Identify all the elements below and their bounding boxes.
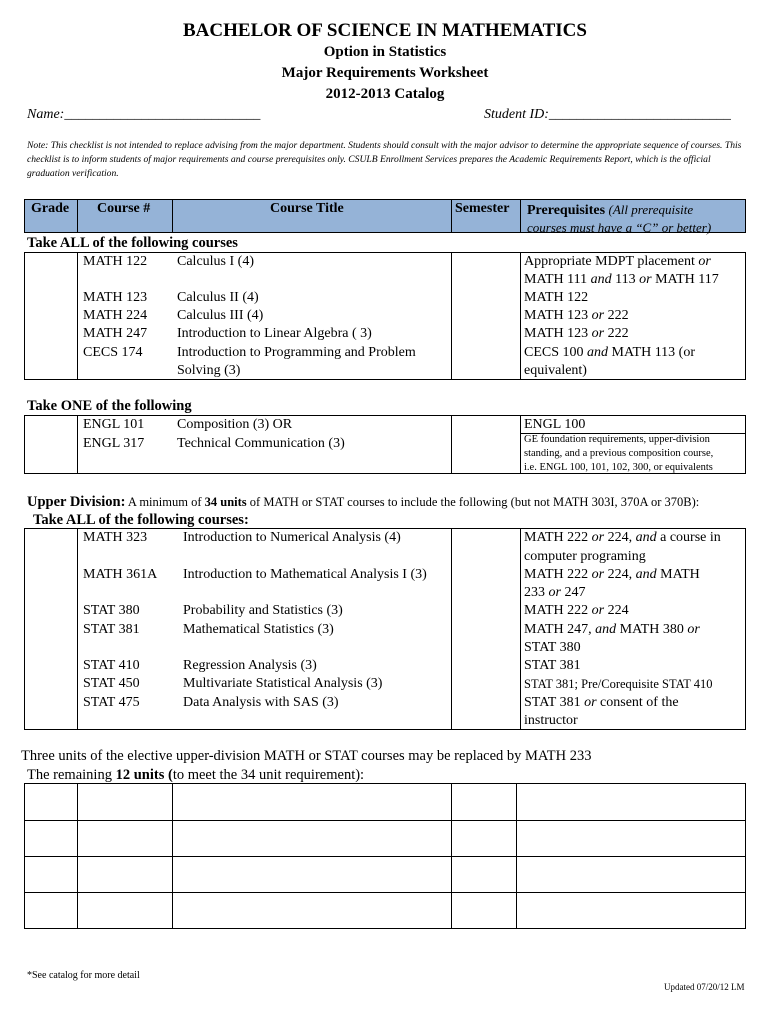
course-prerequisite: 233 or 247 [524,585,586,600]
engl-prerequisite-note: GE foundation requirements, upper-division standing, and a previous composition course, i.e. ENGL 100, 101, 102, 300, or equivalents [524,434,714,473]
course-prerequisite: STAT 380 [524,640,581,655]
section3-heading: Take ALL of the following courses: [33,512,249,528]
page-title: BACHELOR OF SCIENCE IN MATHEMATICS [183,20,587,41]
course-title: Multivariate Statistical Analysis (3) [183,676,383,691]
course-prerequisite: equivalent) [524,363,587,378]
course-title: Calculus I (4) [177,254,254,269]
course-number: MATH 122 [83,254,148,269]
course-number: MATH 123 [83,290,148,305]
course-title: Mathematical Statistics (3) [183,622,334,637]
course-title: Technical Communication (3) [177,436,345,451]
course-title: Introduction to Mathematical Analysis I (3) [183,567,427,582]
course-prerequisite: STAT 381 [524,658,581,673]
header-course-title: Course Title [270,201,344,216]
course-prerequisite: MATH 222 or 224 [524,603,629,618]
advising-note: Note: This checklist is not intended to replace advising from the major department. Students should consult with the major advisor to determine the appropriate sequence of courses. This checklist is to inform students of major requirements and course prerequisites only. CSULB Enrollment Services prepares the Academic Requirements Report, which is the official graduation verification. [27,140,742,179]
course-title: Solving (3) [177,363,241,378]
course-title: Regression Analysis (3) [183,658,317,673]
remaining-units-note: The remaining 12 units (to meet the 34 unit requirement): [27,767,365,783]
course-number: MATH 323 [83,530,148,545]
course-number: CECS 174 [83,345,143,360]
course-prerequisite: MATH 222 or 224, and MATH [524,567,700,582]
course-prerequisite: MATH 122 [524,290,589,305]
course-prerequisite: instructor [524,713,578,728]
student-id-field[interactable]: Student ID:__________________________ [484,107,731,122]
course-prerequisite: Appropriate MDPT placement or [524,254,711,269]
elective-note: Three units of the elective upper-division MATH or STAT courses may be replaced by MATH 233 [21,748,592,764]
worksheet-subtitle: Major Requirements Worksheet [281,65,489,81]
catalog-subtitle: 2012-2013 Catalog [325,86,445,102]
course-title: Calculus III (4) [177,308,264,323]
course-title: Introduction to Programming and Problem [177,345,416,360]
updated-note: Updated 07/20/12 LM [664,982,745,992]
elective-table[interactable] [24,783,746,929]
section1-heading: Take ALL of the following courses [27,235,238,251]
course-prerequisite: MATH 123 or 222 [524,308,629,323]
course-title: Calculus II (4) [177,290,259,305]
header-course-number: Course # [97,201,151,216]
course-number: STAT 381 [83,622,140,637]
course-title: Probability and Statistics (3) [183,603,343,618]
course-prerequisite: MATH 123 or 222 [524,326,629,341]
course-number: ENGL 101 [83,417,145,432]
course-number: STAT 410 [83,658,140,673]
course-prerequisite: MATH 111 and 113 or MATH 117 [524,272,719,287]
course-number: STAT 475 [83,695,140,710]
course-title: Introduction to Numerical Analysis (4) [183,530,401,545]
course-prerequisite: MATH 247, and MATH 380 or [524,622,700,637]
course-prerequisite: MATH 222 or 224, and a course in [524,530,721,545]
upper-division-note: Upper Division: A minimum of 34 units of MATH or STAT courses to include the following (but not MATH 303I, 370A or 370B): [27,494,700,510]
option-subtitle: Option in Statistics [323,44,447,60]
name-field[interactable]: Name:____________________________ [27,107,261,122]
header-prerequisites: Prerequisites (All prerequisite courses must have a “C” or better) [527,202,712,235]
course-number: MATH 247 [83,326,148,341]
section2-heading: Take ONE of the following [27,398,192,414]
course-prerequisite: computer programing [524,549,646,564]
course-title: Introduction to Linear Algebra ( 3) [177,326,372,341]
course-number: MATH 224 [83,308,148,323]
course-number: STAT 380 [83,603,140,618]
course-title: Composition (3) OR [177,417,293,432]
header-semester: Semester [455,201,510,216]
course-prerequisite: ENGL 100 [524,417,586,432]
course-title: Data Analysis with SAS (3) [183,695,339,710]
course-number: STAT 450 [83,676,140,691]
course-number: MATH 361A [83,567,158,582]
course-prerequisite: STAT 381 or consent of the [524,695,679,710]
header-grade: Grade [31,201,70,216]
footnote: *See catalog for more detail [27,970,140,981]
course-number: ENGL 317 [83,436,145,451]
course-prerequisite: CECS 100 and MATH 113 (or [524,345,695,360]
course-prerequisite: STAT 381; Pre/Corequisite STAT 410 [524,677,713,691]
